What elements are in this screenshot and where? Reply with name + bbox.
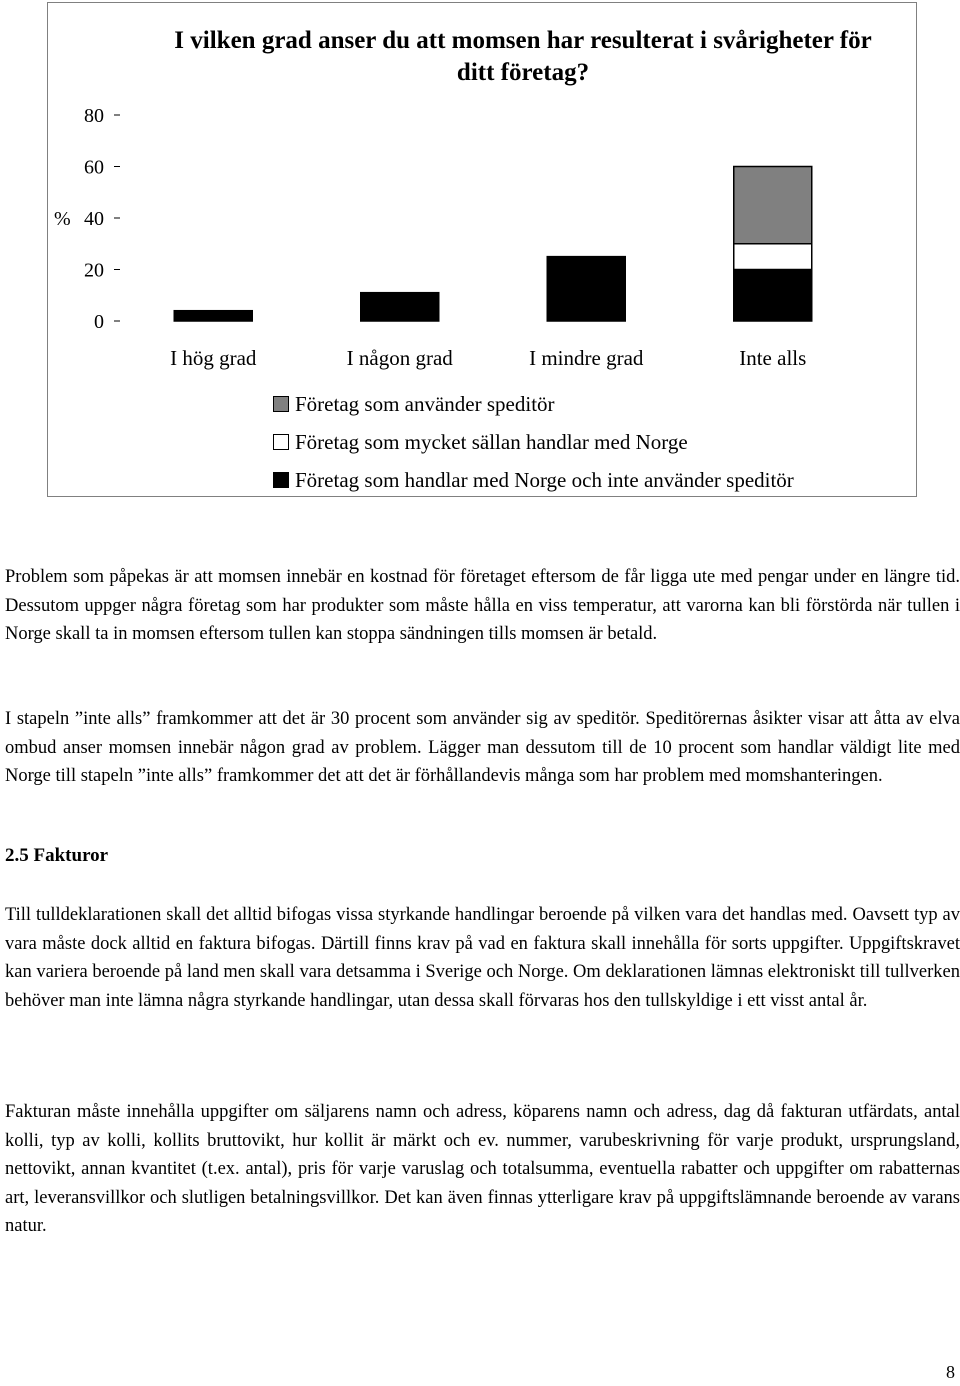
y-tick-label: 0	[94, 311, 104, 333]
legend-swatch	[273, 472, 289, 488]
body-text-4	[5, 1098, 960, 1241]
body-text-2	[5, 705, 960, 791]
paragraph: Problem som påpekas är att momsen innebär en kostnad för företaget eftersom de får ligga ute med pengar under en längre tid. Dessutom uppger några företag som har produkter som måste hålla en viss temperatur, att varorna kan bli förstörda när tullen i Norge skall ta in momsen eftersom tullen kan stoppa sändningen tills momsen är betald.	[5, 567, 960, 644]
chart-title: I vilken grad anser du att momsen har resulterat i svårigheter för ditt företag?	[174, 27, 872, 86]
y-tick-label: 60	[84, 156, 104, 179]
x-tick-label: I någon grad	[346, 346, 453, 370]
legend-label: Företag som mycket sällan handlar med Norge	[295, 429, 688, 454]
paragraph: Till tulldeklarationen skall det alltid bifogas vissa styrkande handlingar beroende på vilken vara det handlas med. Oavsett typ av vara måste dock alltid en faktura bifogas. Därtill finns krav på vad en faktura skall innehålla för sorts uppgifter. Uppgiftskravet kan variera beroende på land men skall vara detsamma i Sverige och Norge. Om deklarationen lämnas elektroniskt till tullverken behöver man inte lämna några styrkande handlingar, utan dessa skall förvaras hos den tullskyldige i ett visst antal år.	[5, 905, 960, 1011]
y-axis-label: %	[54, 208, 71, 230]
bar-segment	[547, 257, 625, 321]
x-tick-label: I mindre grad	[529, 346, 644, 370]
paragraph: Fakturan måste innehålla uppgifter om säljarens namn och adress, köparens namn och adress, dag då fakturan utfärdats, antal kolli, typ av kolli, kollits bruttovikt, hur kollit är märkt och ev. nummer, varubeskrivning för varje produkt, ursprungsland, nettovikt, annan kvantitet (t.ex. antal), pris för varje varuslag och totalsumma, eventuella rabatter och uppgifter om rabatternas art, leveransvillkor och slutligen betalningsvillkor. Det kan även finnas ytterligare krav på uppgiftslämnande beroende av varans natur.	[5, 1102, 960, 1236]
x-tick-label: I hög grad	[170, 346, 257, 370]
bar-segment	[734, 167, 812, 244]
bar-segment	[361, 293, 439, 321]
y-tick-label: 80	[84, 105, 104, 127]
page-number: 8	[946, 1362, 955, 1382]
section-heading: 2.5 Fakturor	[5, 845, 109, 866]
paragraph: I stapeln ”inte alls” framkommer att det är 30 procent som använder sig av speditör. Speditörernas åsikter visar att åtta av elva ombud anser momsen innebär någon grad av problem. Lägger man dessutom till de 10 procent som handlar väldigt lite med Norge till stapeln ”inte alls” framkommer det att det är förhållandevis många som har problem med momshanteringen.	[5, 709, 960, 786]
chart-frame	[47, 2, 917, 497]
y-tick-label: 20	[84, 259, 104, 282]
y-tick-label: 40	[84, 208, 104, 230]
legend-item	[273, 423, 794, 461]
legend-label: Företag som handlar med Norge och inte använder speditör	[295, 467, 794, 492]
legend-item	[273, 461, 794, 499]
legend-swatch	[273, 396, 289, 412]
body-text-3	[5, 901, 960, 1015]
legend-label: Företag som använder speditör	[295, 391, 555, 416]
x-tick-label: Inte alls	[739, 346, 807, 370]
bar-segment	[174, 311, 252, 321]
chart-legend	[273, 385, 794, 499]
bar-segment	[734, 244, 812, 270]
body-text-1	[5, 563, 960, 649]
legend-swatch	[273, 434, 289, 450]
bar-segment	[734, 270, 812, 322]
legend-item	[273, 385, 794, 423]
